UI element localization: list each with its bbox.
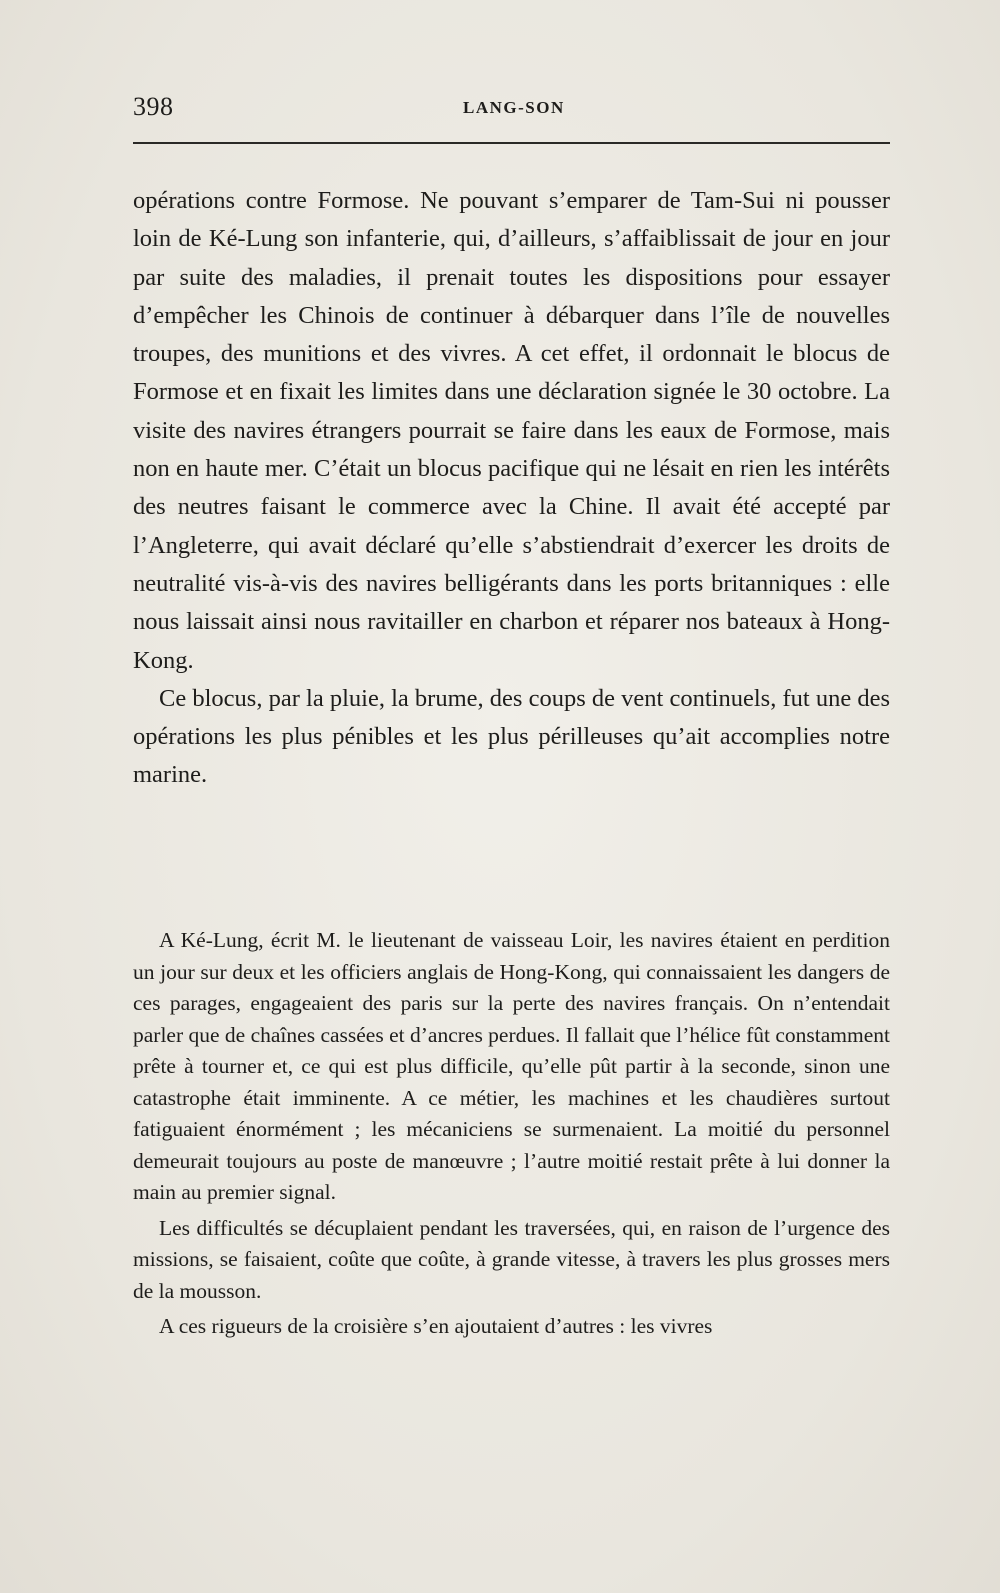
header-rule	[133, 142, 890, 144]
quotation-paragraph: A Ké-Lung, écrit M. le lieutenant de vaisseau Loir, les navires étaient en perdition un jour sur deux et les officiers anglais de Hong-Kong, qui connaissaient les dangers de ces parages, engageaient des paris sur la perte des navires français. On n’entendait parler que de chaînes cassées et d’ancres perdues. Il fallait que l’hélice fût constamment prête à tourner et, ce qui est plus difficile, qu’elle pût partir à la seconde, sinon une catastrophe était imminente. A ce métier, les machines et les chaudières surtout fatiguaient énormément ; les mécaniciens se surmenaient. La moitié du personnel demeurait toujours au poste de manœuvre ; l’autre moitié restait prête à lui donner la main au premier signal.	[133, 928, 890, 1204]
quotation-paragraph: A ces rigueurs de la croisière s’en ajoutaient d’autres : les vivres	[159, 1314, 713, 1338]
main-text	[133, 182, 890, 795]
page-number: 398	[133, 92, 174, 121]
paragraph: Ce blocus, par la pluie, la brume, des coups de vent continuels, fut une des opérations les plus pénibles et les plus périlleuses qu’ait accomplies notre marine.	[133, 684, 890, 789]
running-title: LANG-SON	[463, 98, 565, 117]
running-head	[133, 92, 890, 128]
paragraph: opérations contre Formose. Ne pouvant s’emparer de Tam-Sui ni pousser loin de Ké-Lung son infanterie, qui, d’ailleurs, s’affaiblissait de jour en jour par suite des maladies, il prenait toutes les dispositions pour essayer d’empêcher les Chinois de continuer à débarquer dans l’île de nouvelles troupes, des munitions et des vivres. A cet effet, il ordonnait le blocus de Formose et en fixait les limites dans une déclaration signée le 30 octobre. La visite des navires étrangers pourrait se faire dans les eaux de Formose, mais non en haute mer. C’était un blocus pacifique qui ne lésait en rien les intérêts des neutres faisant le commerce avec la Chine. Il avait été accepté par l’Angleterre, qui avait déclaré qu’elle s’abstiendrait d’exercer les droits de neutralité vis-à-vis des navires belligérants dans les ports britanniques : elle nous laissait ainsi nous ravitailler en charbon et réparer nos bateaux à Hong-Kong.	[133, 187, 890, 674]
block-quotation	[133, 925, 890, 1343]
quotation-paragraph: Les difficultés se décuplaient pendant les traversées, qui, en raison de l’urgence des missions, se faisaient, coûte que coûte, à grande vitesse, à travers les plus grosses mers de la mousson.	[133, 1215, 890, 1303]
